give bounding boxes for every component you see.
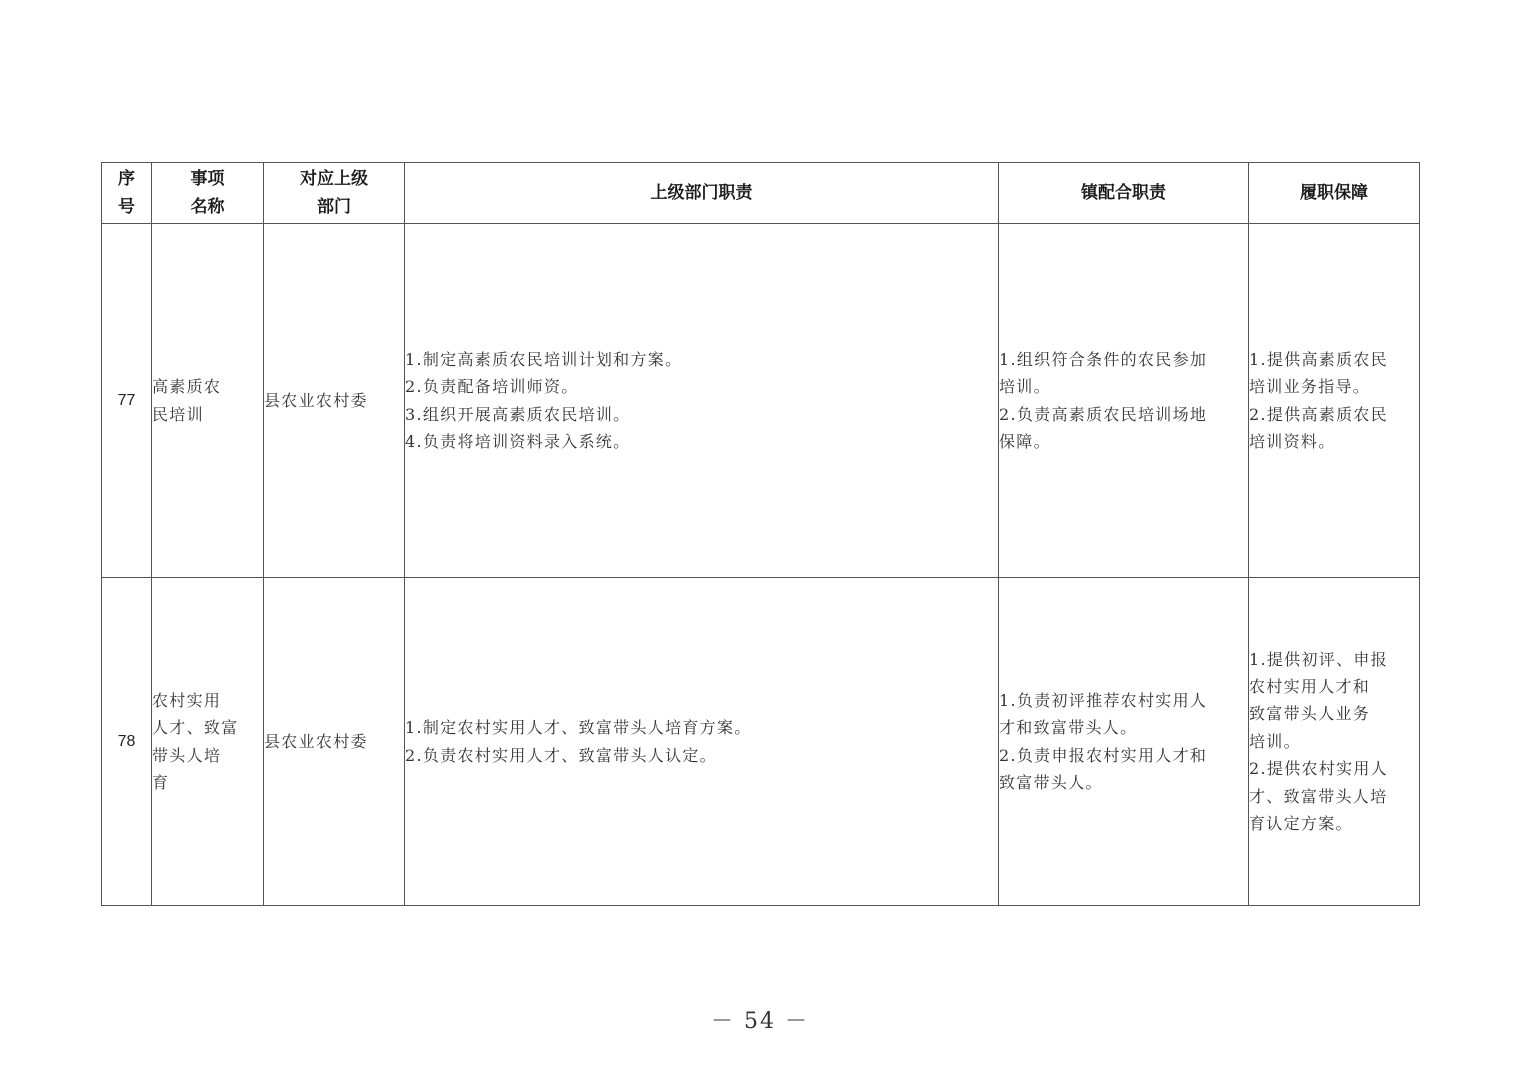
header-superior-dept: 对应上级 部门: [264, 163, 405, 224]
row-superior-dept: 县农业农村委: [264, 224, 405, 578]
row-seq: 77: [102, 224, 152, 578]
row-town-responsibilities: 1.组织符合条件的农民参加 培训。 2.负责高素质农民培训场地 保障。: [999, 224, 1249, 578]
row-item-name: 农村实用 人才、致富 带头人培 育: [152, 578, 264, 906]
row-superior-responsibilities: 1.制定农村实用人才、致富带头人培育方案。 2.负责农村实用人才、致富带头人认定。: [405, 578, 999, 906]
header-item-name: 事项 名称: [152, 163, 264, 224]
row-guarantee: 1.提供初评、申报 农村实用人才和 致富带头人业务 培训。 2.提供农村实用人 才、致富带头人培 育认定方案。: [1249, 578, 1420, 906]
header-guarantee: 履职保障: [1249, 163, 1420, 224]
row-superior-dept: 县农业农村委: [264, 578, 405, 906]
page-number: － 54 －: [711, 1009, 809, 1034]
row-town-responsibilities: 1.负责初评推荐农村实用人 才和致富带头人。 2.负责申报农村实用人才和 致富带头人。: [999, 578, 1249, 906]
header-superior-responsibilities: 上级部门职责: [405, 163, 999, 224]
row-seq: 78: [102, 578, 152, 906]
duties-table: [101, 162, 1420, 906]
table-header-row: [102, 163, 1420, 224]
row-item-name: 高素质农 民培训: [152, 224, 264, 578]
row-superior-responsibilities: 1.制定高素质农民培训计划和方案。 2.负责配备培训师资。 3.组织开展高素质农民培训。 4.负责将培训资料录入系统。: [405, 224, 999, 578]
table-row: [102, 224, 1420, 578]
header-town-responsibilities: 镇配合职责: [999, 163, 1249, 224]
table-row: [102, 578, 1420, 906]
row-guarantee: 1.提供高素质农民 培训业务指导。 2.提供高素质农民 培训资料。: [1249, 224, 1420, 578]
header-seq: 序 号: [102, 163, 152, 224]
